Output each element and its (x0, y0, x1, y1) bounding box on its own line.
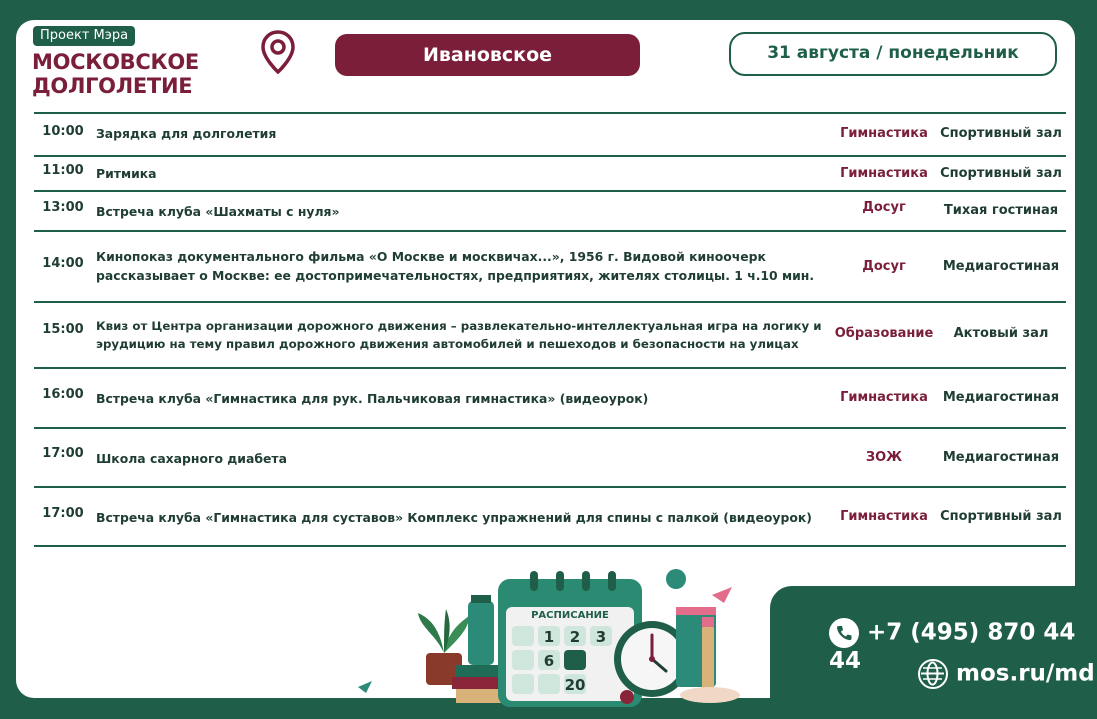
mayor-project-badge: Проект Мэра (33, 26, 135, 46)
event-category: ЗОЖ (865, 450, 903, 465)
table-row (34, 486, 1066, 545)
moscow-longevity-logo (32, 50, 199, 98)
table-row (34, 367, 1066, 428)
paper-plane-icon (712, 587, 732, 603)
table-row (34, 427, 1066, 486)
event-category: Гимнастика (840, 390, 928, 405)
district-name: Ивановское (335, 34, 640, 76)
event-title: Зарядка для долголетия (96, 126, 277, 141)
website-contact[interactable] (918, 659, 1095, 689)
table-row (34, 230, 1066, 302)
table-bottom-border (34, 545, 1066, 547)
globe-icon (918, 659, 948, 689)
event-time: 14:00 (42, 256, 84, 271)
schedule-date: 31 августа / понедельник (729, 32, 1057, 76)
table-row (34, 112, 1066, 156)
event-place: Медиагостиная (942, 390, 1060, 405)
event-place: Актовый зал (953, 326, 1049, 341)
event-place: Спортивный зал (940, 166, 1062, 181)
apple-icon (620, 690, 634, 704)
books-icon (452, 595, 506, 703)
event-time: 17:00 (42, 506, 84, 521)
event-place: Медиагостиная (942, 450, 1060, 465)
event-place: Медиагостиная (942, 259, 1060, 274)
calendar-number: 3 (595, 628, 607, 646)
event-title: Встреча клуба «Гимнастика для рук. Пальчиковая гимнастика» (видеоурок) (96, 391, 649, 406)
event-place: Спортивный зал (940, 126, 1062, 141)
event-category: Образование (834, 326, 934, 341)
calendar-number: 6 (543, 652, 555, 670)
phone-icon (829, 618, 859, 648)
calendar-label: РАСПИСАНИЕ (531, 610, 609, 621)
event-place: Тихая гостиная (943, 203, 1059, 218)
location-pin-icon (261, 30, 295, 74)
calendar-number: 2 (569, 628, 581, 646)
table-row (34, 155, 1066, 192)
event-title: Ритмика (96, 166, 157, 181)
event-category: Гимнастика (840, 166, 928, 181)
calendar-number: 1 (543, 628, 555, 646)
calendar-number: 20 (564, 676, 586, 694)
event-time: 16:00 (42, 387, 84, 402)
paper-plane-icon (358, 681, 372, 693)
event-time: 17:00 (42, 446, 84, 461)
event-title: Квиз от Центра организации дорожного движения – развлекательно-интеллектуальная игра на логику и эрудицию на тему правил дорожного движения автомобилей и пешеходов и безопасности на улицах (96, 319, 822, 351)
website-url: mos.ru/md (956, 660, 1095, 687)
event-title: Встреча клуба «Гимнастика для суставов» Комплекс упражнений для спины с палкой (видеоурок) (96, 510, 812, 525)
event-time: 13:00 (42, 200, 84, 215)
event-time: 15:00 (42, 322, 84, 337)
logo-line-1: МОСКОВСКОЕ (32, 50, 199, 74)
logo-line-2: ДОЛГОЛЕТИЕ (32, 74, 193, 98)
event-title: Встреча клуба «Шахматы с нуля» (96, 204, 340, 219)
event-place: Спортивный зал (940, 509, 1062, 524)
phone-number: +7 (495) 870 44 44 (829, 619, 1076, 674)
event-category: Гимнастика (840, 126, 928, 141)
event-time: 11:00 (42, 163, 84, 178)
event-category: Досуг (862, 200, 906, 215)
event-title: Школа сахарного диабета (96, 451, 287, 466)
event-category: Досуг (862, 259, 906, 274)
table-row (34, 301, 1066, 368)
event-title: Кинопоказ документального фильма «О Москве и москвичах...», 1956 г. Видовой киноочерк рассказывает о Москве: ее достопримечательностях, предприятиях, жителях столицы. 1 ч.10 мин. (96, 249, 815, 283)
event-category: Гимнастика (840, 509, 928, 524)
schedule-illustration (340, 565, 760, 715)
event-time: 10:00 (42, 124, 84, 139)
table-row (34, 190, 1066, 231)
